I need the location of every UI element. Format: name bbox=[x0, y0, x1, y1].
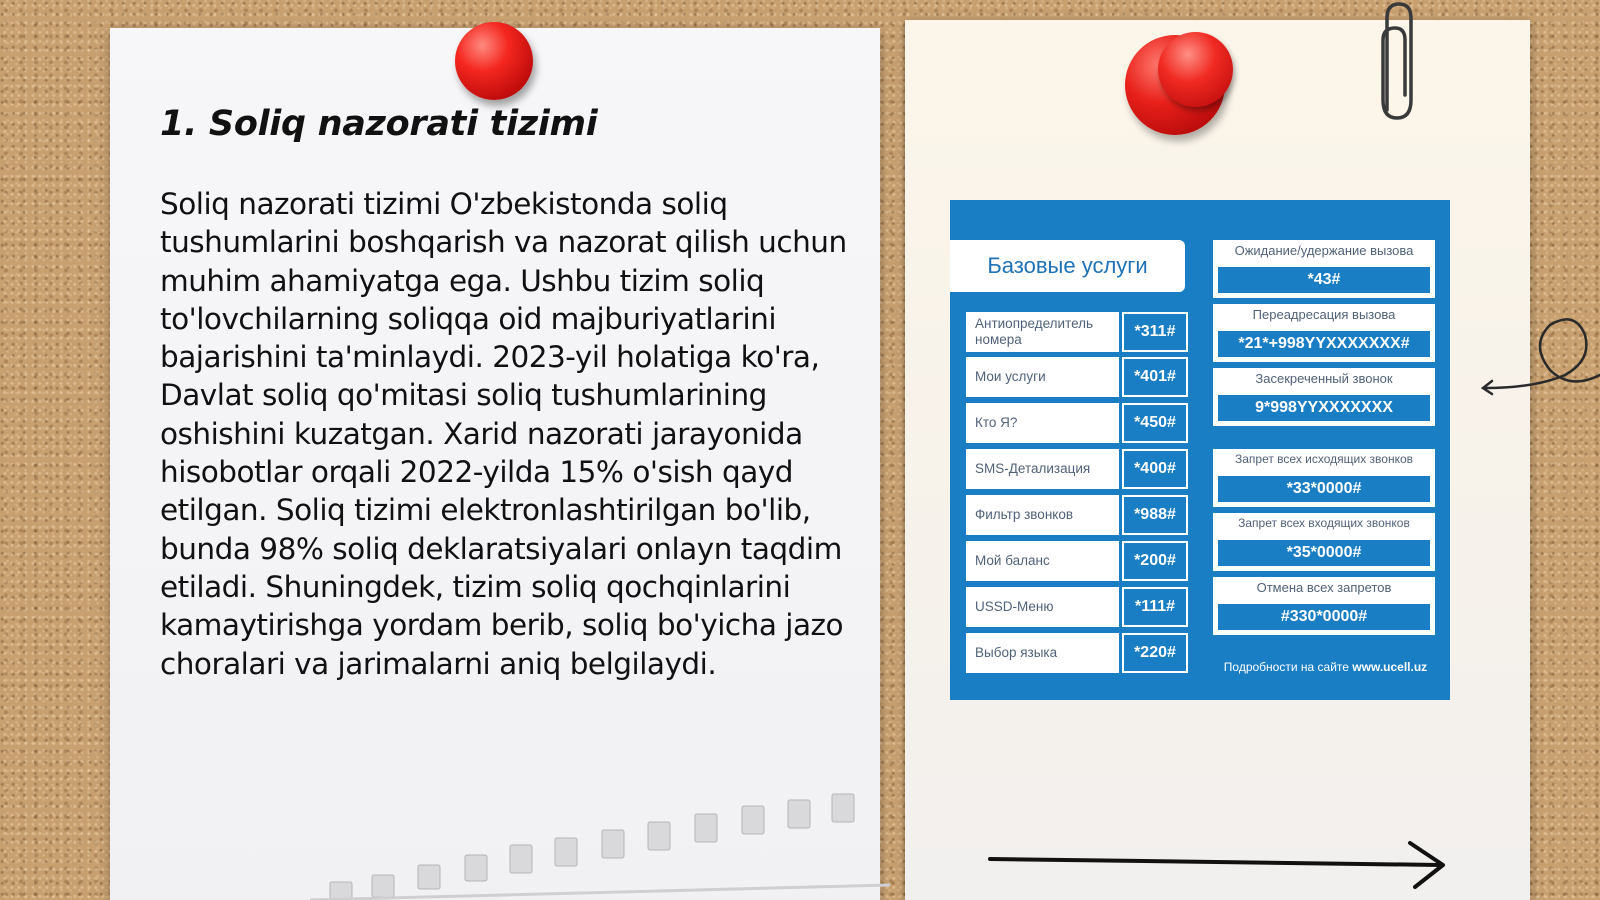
service-box-label: Переадресация вызова bbox=[1252, 307, 1396, 322]
service-box-label: Запрет всех исходящих звонков bbox=[1234, 452, 1414, 466]
service-row bbox=[966, 449, 1188, 489]
service-row bbox=[966, 633, 1188, 673]
service-box-code: *33*0000# bbox=[1218, 476, 1430, 502]
paperclip-icon bbox=[1375, 0, 1419, 125]
service-row bbox=[966, 312, 1188, 352]
service-label: Выбор языка bbox=[966, 633, 1119, 673]
service-box-label: Запрет всех входящих звонков bbox=[1238, 516, 1410, 530]
arrow-right-icon bbox=[985, 835, 1455, 895]
service-code: *988# bbox=[1122, 495, 1188, 535]
service-code: *401# bbox=[1122, 357, 1188, 397]
service-box-code: *35*0000# bbox=[1218, 540, 1430, 566]
service-label: Мои услуги bbox=[966, 357, 1119, 397]
service-row bbox=[966, 357, 1188, 397]
service-box-code: 9*998YYXXXXXXX bbox=[1218, 395, 1430, 421]
service-label: USSD-Меню bbox=[966, 587, 1119, 627]
service-box bbox=[1213, 577, 1435, 635]
service-label: SMS-Детализация bbox=[966, 449, 1119, 489]
service-label: Кто Я? bbox=[966, 403, 1119, 443]
service-box bbox=[1213, 304, 1435, 362]
service-box-label: Отмена всех запретов bbox=[1256, 580, 1392, 595]
service-label: Антиопределитель номера bbox=[966, 312, 1119, 352]
service-box-label: Засекреченный звонок bbox=[1255, 371, 1393, 386]
pushpin-icon bbox=[455, 22, 533, 100]
service-code: *400# bbox=[1122, 449, 1188, 489]
ucell-services-card bbox=[950, 200, 1450, 700]
note-body-text: Soliq nazorati tizimi O'zbekistonda soliq tushumlarini boshqarish va nazorat qilish uchun muhim ahamiyatga ega. Ushbu tizim soliq to'lovchilarning soliqqa oid majburiyatlarini bajarishini ta'minlaydi. 2023-yil holatiga ko'ra, Davlat soliq qo'mitasi soliq tushumlarining oshishini kuzatgan. Xarid nazorati jarayonida hisobotlar orqali 2022-yilda 15% o'sish qayd etilgan. Soliq tizimi elektronlashtirilgan bo'lib, bunda 98% soliq deklaratsiyalari onlayn taqdim etiladi. Shuningdek, tizim soliq qochqinlarini kamaytirishga yordam berib, soliq bo'yicha jazo choralari va jarimalarni aniq belgilaydi. bbox=[160, 187, 847, 681]
service-code: *200# bbox=[1122, 541, 1188, 581]
service-box-code: *43# bbox=[1218, 267, 1430, 293]
service-label: Фильтр звонков bbox=[966, 495, 1119, 535]
service-box bbox=[1213, 368, 1435, 426]
service-code: *111# bbox=[1122, 587, 1188, 627]
service-code: *450# bbox=[1122, 403, 1188, 443]
service-row bbox=[966, 541, 1188, 581]
service-code: *311# bbox=[1122, 312, 1188, 352]
pushpin-icon bbox=[1158, 32, 1233, 107]
footer-text: Подробности на сайте bbox=[1223, 660, 1349, 674]
service-box-code: #330*0000# bbox=[1218, 604, 1430, 630]
service-box-label: Ожидание/удержание вызова bbox=[1234, 243, 1414, 258]
service-box-code: *21*+998YYXXXXXXX# bbox=[1218, 331, 1430, 357]
doodle-loop-icon bbox=[1480, 310, 1600, 410]
card-footer bbox=[1213, 660, 1438, 674]
service-row bbox=[966, 495, 1188, 535]
service-row bbox=[966, 403, 1188, 443]
footer-link[interactable]: www.ucell.uz bbox=[1352, 660, 1428, 674]
note-title: 1. Soliq nazorati tizimi bbox=[160, 104, 598, 144]
service-row bbox=[966, 587, 1188, 627]
service-label: Мой баланс bbox=[966, 541, 1119, 581]
service-code: *220# bbox=[1122, 633, 1188, 673]
card-header: Базовые услуги bbox=[950, 240, 1185, 292]
service-box bbox=[1213, 449, 1435, 507]
spiral-tabs-decoration bbox=[310, 790, 890, 900]
service-box bbox=[1213, 240, 1435, 298]
service-box bbox=[1213, 513, 1435, 571]
